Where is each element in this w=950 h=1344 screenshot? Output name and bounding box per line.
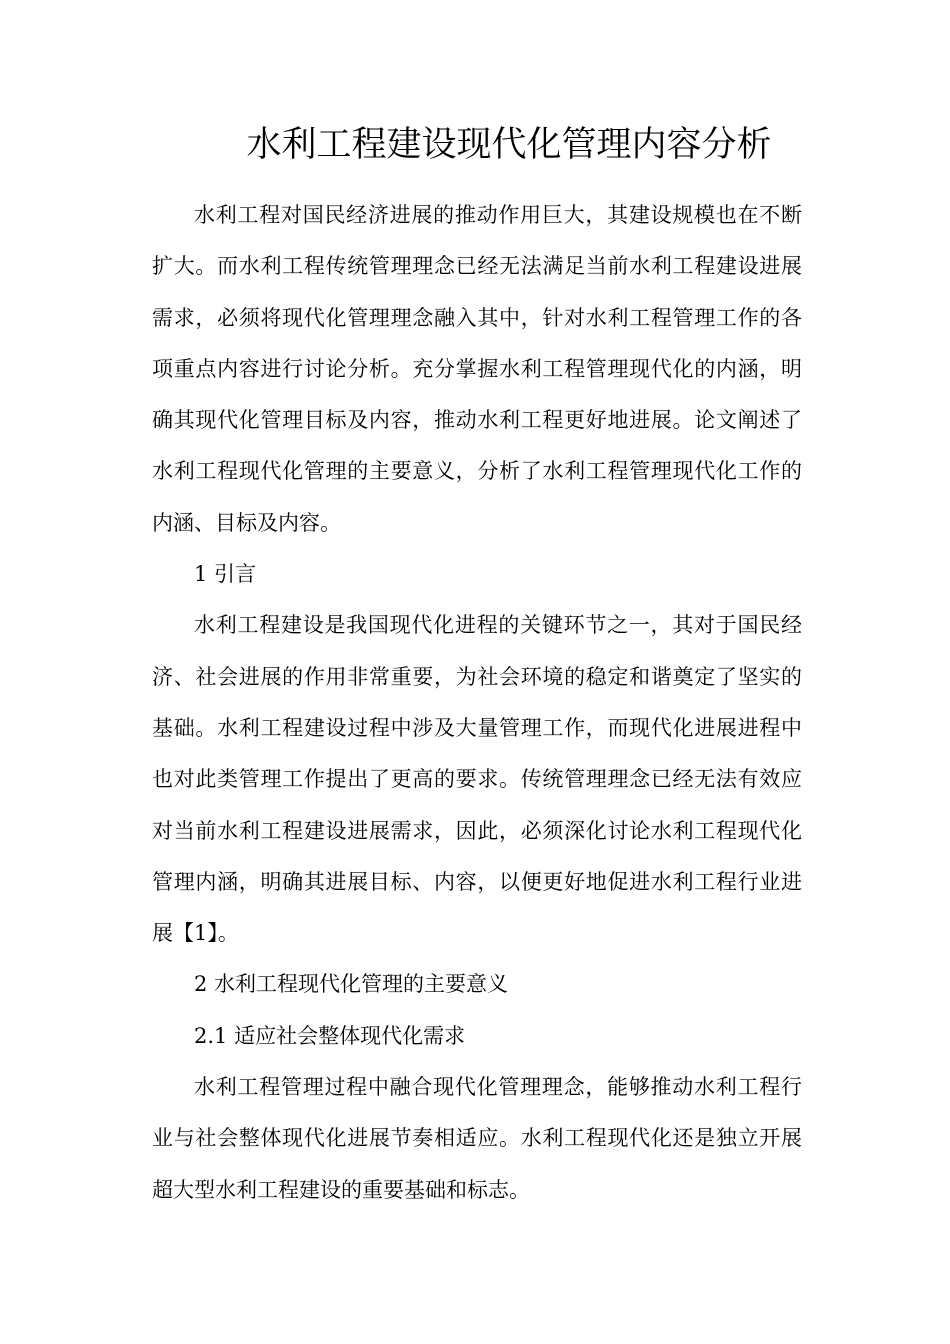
section-heading-introduction: 1 引言 [194, 562, 257, 587]
introduction-paragraph: 水利工程建设是我国现代化进程的关键环节之一，其对于国民经济、社会进展的作用非常重要，为社会环境的稳定和谐奠定了坚实的基础。水利工程建设过程中涉及大量管理工作，而现代化进展进程中也对此类管理工作提出了更高的要求。传统管理理念已经无法有效应对当前水利工程建设进展需求，因此，必须深化讨论水利工程现代化管理内涵，明确其进展目标、内容，以便更好地促进水利工程行业进展【1】。 [152, 613, 802, 946]
section-heading-significance: 2 水利工程现代化管理的主要意义 [194, 972, 509, 997]
document-title: 水利工程建设现代化管理内容分析 [246, 125, 772, 165]
document-body [152, 190, 802, 1216]
abstract-paragraph: 水利工程对国民经济进展的推动作用巨大，其建设规模也在不断扩大。而水利工程传统管理理念已经无法满足当前水利工程建设进展需求，必须将现代化管理理念融入其中，针对水利工程管理工作的各项重点内容进行讨论分析。充分掌握水利工程管理现代化的内涵，明确其现代化管理目标及内容，推动水利工程更好地进展。论文阐述了水利工程现代化管理的主要意义，分析了水利工程管理现代化工作的内涵、目标及内容。 [152, 203, 802, 535]
subsection-paragraph-2-1: 水利工程管理过程中融合现代化管理理念，能够推动水利工程行业与社会整体现代化进展节奏相适应。水利工程现代化还是独立开展超大型水利工程建设的重要基础和标志。 [152, 1075, 802, 1202]
subsection-heading-2-1: 2.1 适应社会整体现代化需求 [194, 1023, 466, 1048]
